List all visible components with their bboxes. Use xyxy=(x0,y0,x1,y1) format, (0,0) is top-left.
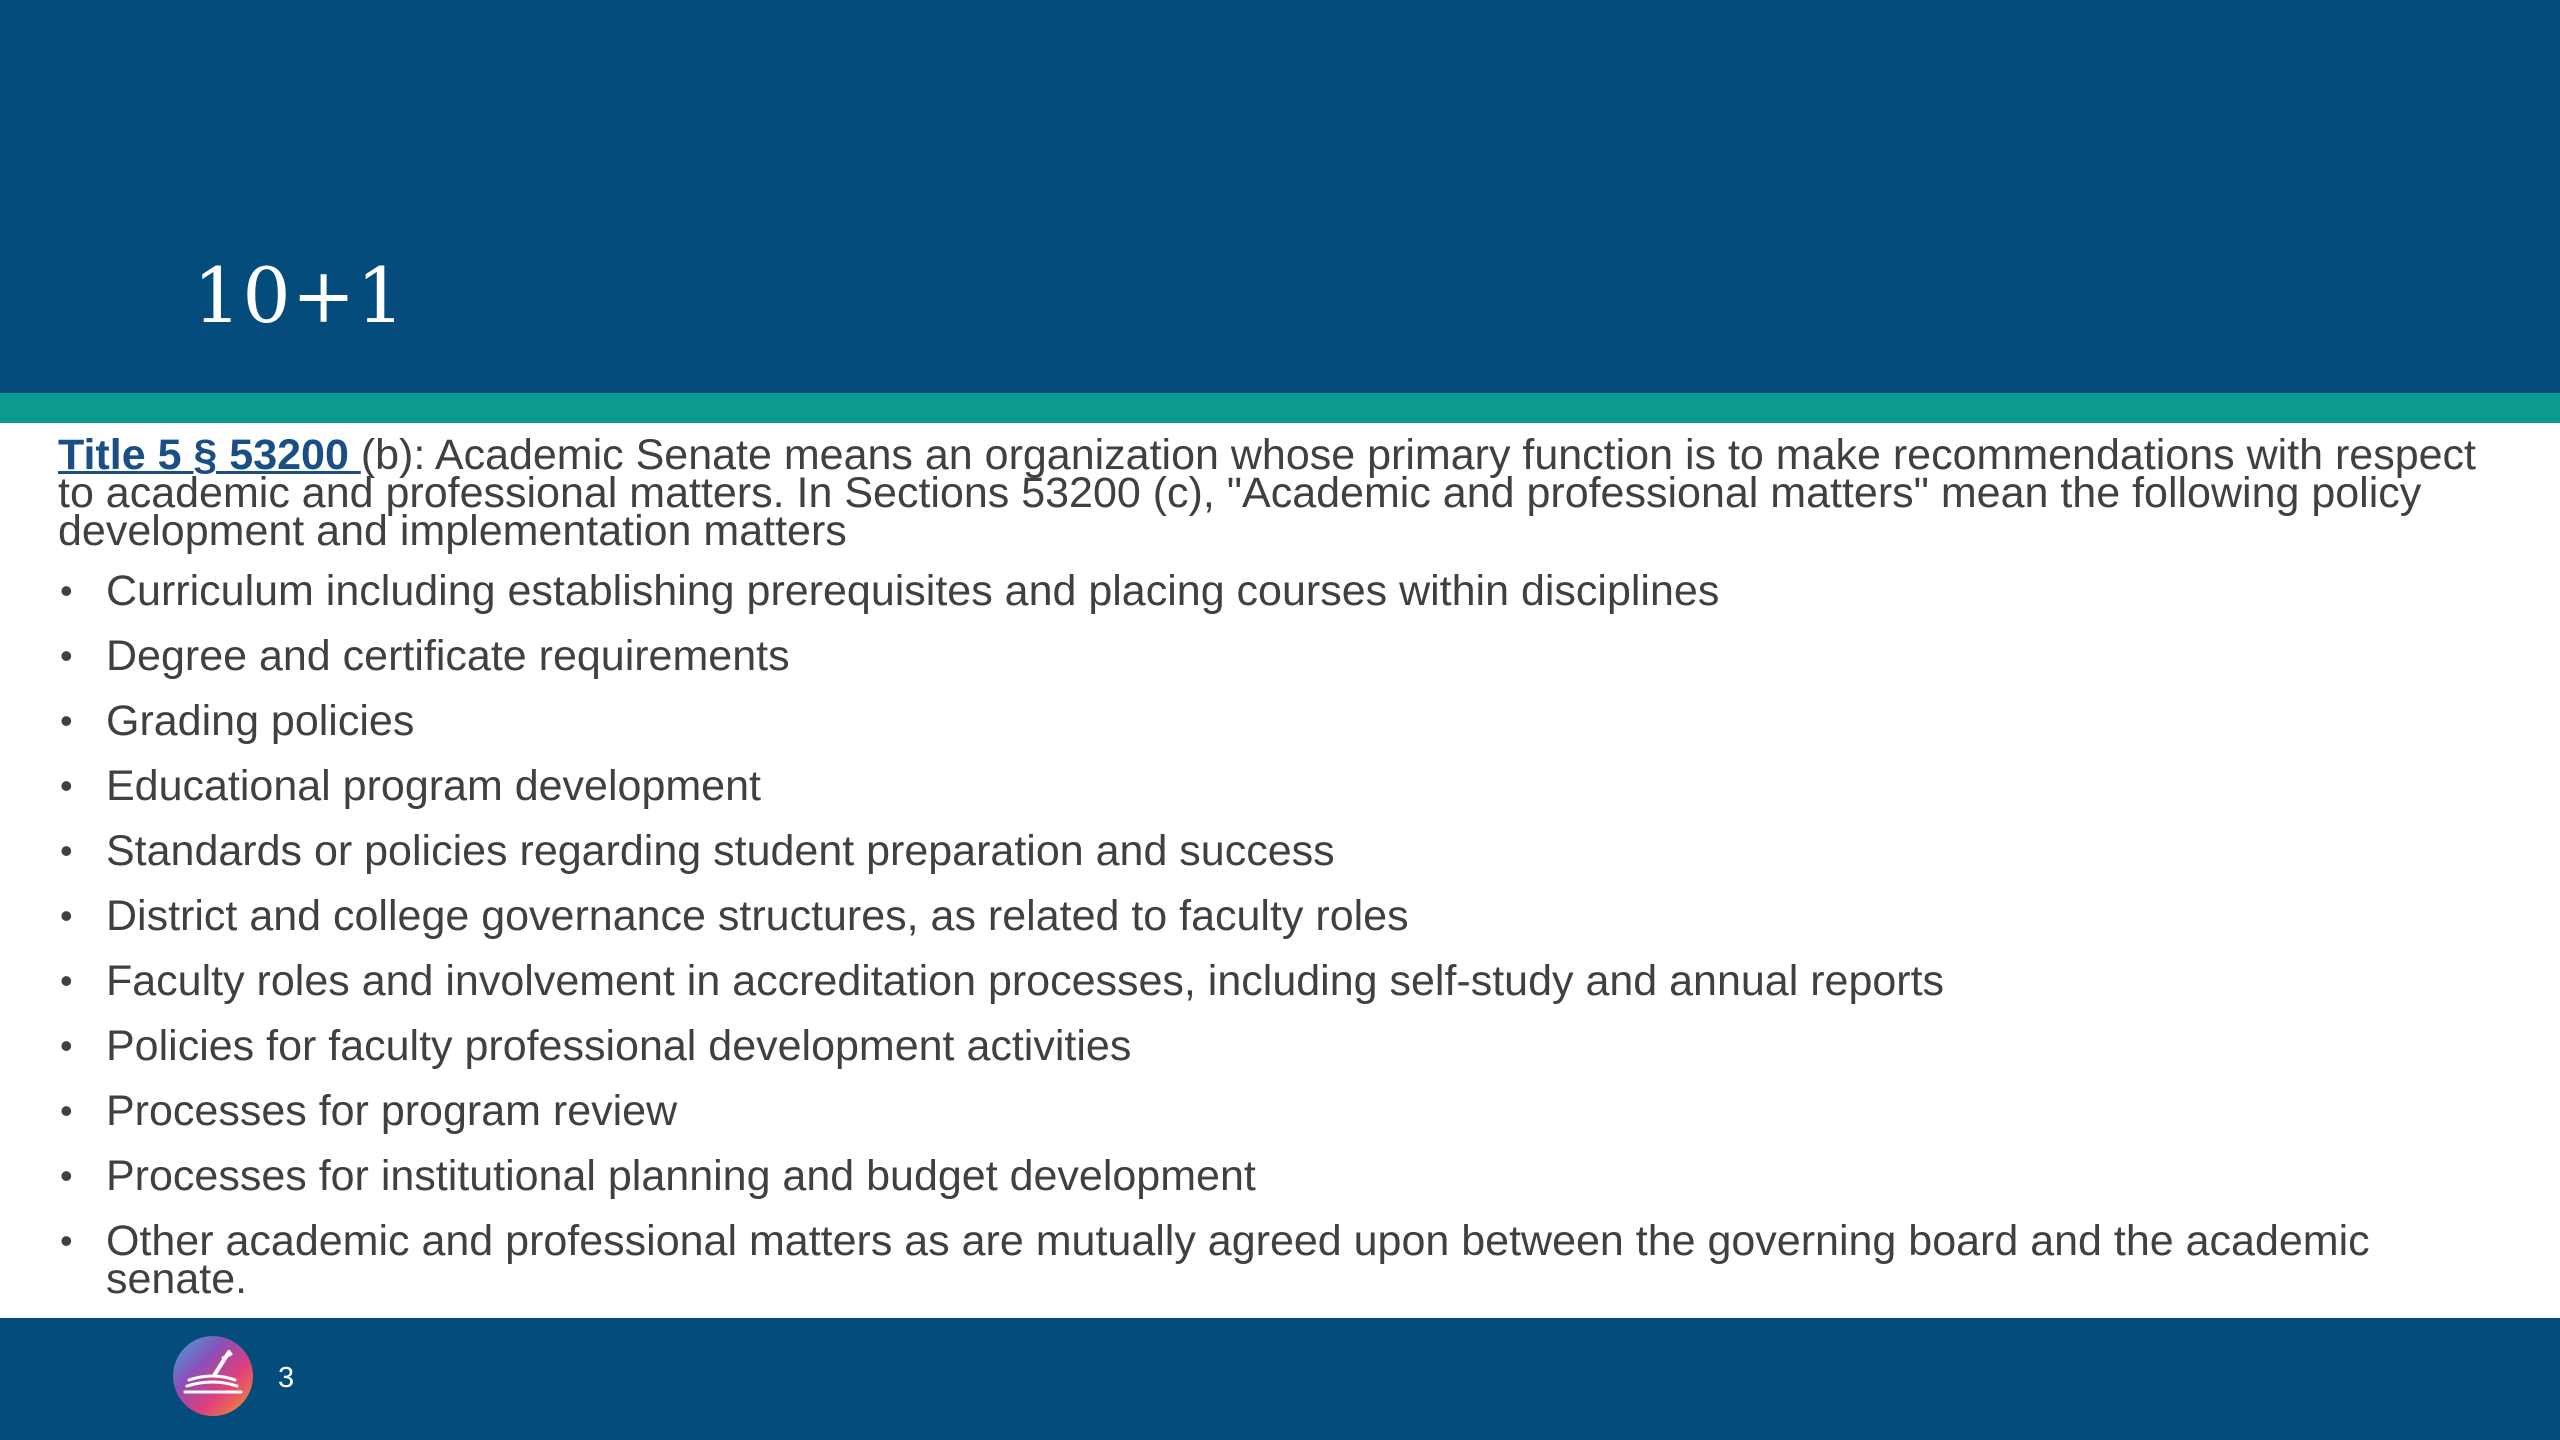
list-item: • Educational program development xyxy=(58,767,2478,805)
slide-title: 10+1 xyxy=(193,251,406,340)
intro-paragraph xyxy=(58,431,2478,555)
intro-text: (b): Academic Senate means an organization whose primary function is to make recommendations with respect to academic and professional matters. In Sections 53200 (c), "Academic and professional matters" mean the following policy development and implementation matters xyxy=(58,431,2477,555)
list-item: • Grading policies xyxy=(58,702,2478,740)
footer-band xyxy=(0,1318,2560,1440)
list-item: • Other academic and professional matters as are mutually agreed upon between the governing board and the academic senate. xyxy=(58,1222,2478,1298)
list-item: • Policies for faculty professional development activities xyxy=(58,1027,2478,1065)
title-5-link[interactable]: Title 5 § 53200 xyxy=(58,431,361,479)
accent-stripe xyxy=(0,393,2560,423)
list-item: • Degree and certificate requirements xyxy=(58,637,2478,675)
list-item: • District and college governance structures, as related to faculty roles xyxy=(58,897,2478,935)
matters-list xyxy=(58,567,2478,1303)
list-item: • Processes for institutional planning and budget development xyxy=(58,1157,2478,1195)
academic-senate-logo-icon xyxy=(171,1334,255,1418)
list-item: • Curriculum including establishing prerequisites and placing courses within disciplines xyxy=(58,572,2478,610)
list-item: • Standards or policies regarding student preparation and success xyxy=(58,832,2478,870)
list-item: • Faculty roles and involvement in accreditation processes, including self-study and annual reports xyxy=(58,962,2478,1000)
page-number: 3 xyxy=(278,1362,295,1394)
list-item: • Processes for program review xyxy=(58,1092,2478,1130)
slide-content xyxy=(58,431,2478,1325)
